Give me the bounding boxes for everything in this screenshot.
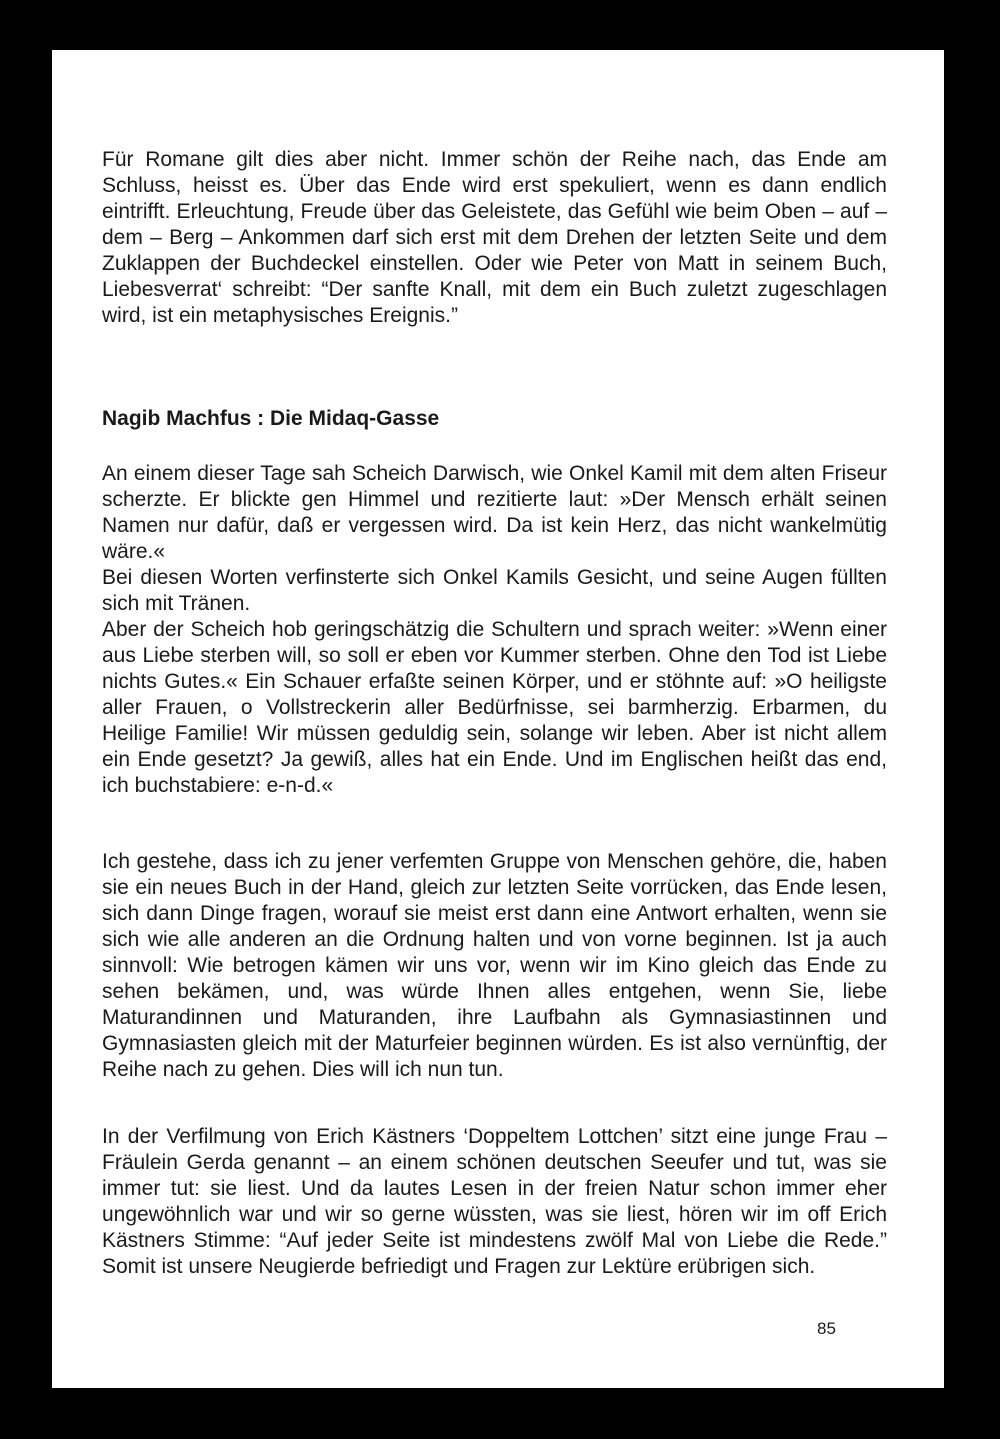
paragraph-intro: Für Romane gilt dies aber nicht. Immer schön der Reihe nach, das Ende am Schluss, heisst es. Über das Ende wird erst spekuliert, wenn es dann endlich eintrifft. Erleuchtung, Freude über das Geleistete, das Gefühl wie beim Oben – auf – dem – Berg – Ankommen darf sich erst mit dem Drehen der letzten Seite und dem Zuklappen der Buchdeckel einstellen. Oder wie Peter von Matt in seinem Buch, Liebesverrat‘ schreibt: “Der sanfte Knall, mit dem ein Buch zuletzt zugeschlagen wird, ist ein metaphysisches Ereignis.” bbox=[102, 148, 887, 327]
paragraph-confession: Ich gestehe, dass ich zu jener verfemten Gruppe von Menschen gehöre, die, haben sie ein neues Buch in der Hand, gleich zur letzten Seite vorrücken, das Ende lesen, sich dann Dinge fragen, worauf sie meist erst dann eine Antwort erhalten, wenn sie sich wie alle anderen an die Ordnung halten und von vorne beginnen. Ist ja auch sinnvoll: Wie betrogen kämen wir uns vor, wenn wir im Kino gleich das Ende zu sehen bekämen, und, was würde Ihnen alles entgehen, wenn Sie, liebe Maturandinnen und Maturanden, ihre Laufbahn als Gymnasiastinnen und Gymnasiasten gleich mit der Maturfeier beginnen würden. Es ist also vernünftig, der Reihe nach zu gehen. Dies will ich nun tun. bbox=[102, 850, 887, 1081]
paragraph-film: In der Verfilmung von Erich Kästners ‘Doppeltem Lottchen’ sitzt eine junge Frau – Fräulein Gerda genannt – an einem schönen deutschen Seeufer und tut, was sie immer tut: sie liest. Und da lautes Lesen in der freien Natur schon immer eher ungewöhnlich war und wir so gerne wüssten, was sie liest, hören wir im off Erich Kästners Stimme: “Auf jeder Seite ist mindestens zwölf Mal von Liebe die Rede.” Somit ist unsere Neugierde befriedigt und Fragen zur Lektüre erübrigen sich. bbox=[102, 1125, 887, 1278]
book-page bbox=[52, 50, 944, 1388]
quote-paragraph: An einem dieser Tage sah Scheich Darwisch, wie Onkel Kamil mit dem alten Friseur scherzte. Er blickte gen Himmel und rezitierte laut: »Der Mensch erhält seinen Namen nur dafür, daß er vergessen wird. Da ist kein Herz, das nicht wankelmütig wäre.« bbox=[102, 462, 887, 563]
quote-paragraph: Bei diesen Worten verfinsterte sich Onkel Kamils Gesicht, und seine Augen füllten sich mit Tränen. bbox=[102, 566, 887, 615]
section-heading: Nagib Machfus : Die Midaq-Gasse bbox=[102, 407, 440, 430]
quoted-excerpt bbox=[102, 461, 887, 799]
page-number: 85 bbox=[817, 1319, 836, 1338]
quote-paragraph: Aber der Scheich hob geringschätzig die Schultern und sprach weiter: »Wenn einer aus Liebe sterben will, so soll er eben vor Kummer sterben. Ohne den Tod ist Liebe nichts Gutes.« Ein Schauer erfaßte seinen Körper, und er stöhnte auf: »O heiligste aller Frauen, o Vollstreckerin aller Bedürfnisse, sei barmherzig. Erbarmen, du Heilige Familie! Wir müssen geduldig sein, solange wir leben. Aber ist nicht allem ein Ende gesetzt? Ja gewiß, alles hat ein Ende. Und im Englischen heißt das end, ich buchstabiere: e-n-d.« bbox=[102, 618, 887, 797]
